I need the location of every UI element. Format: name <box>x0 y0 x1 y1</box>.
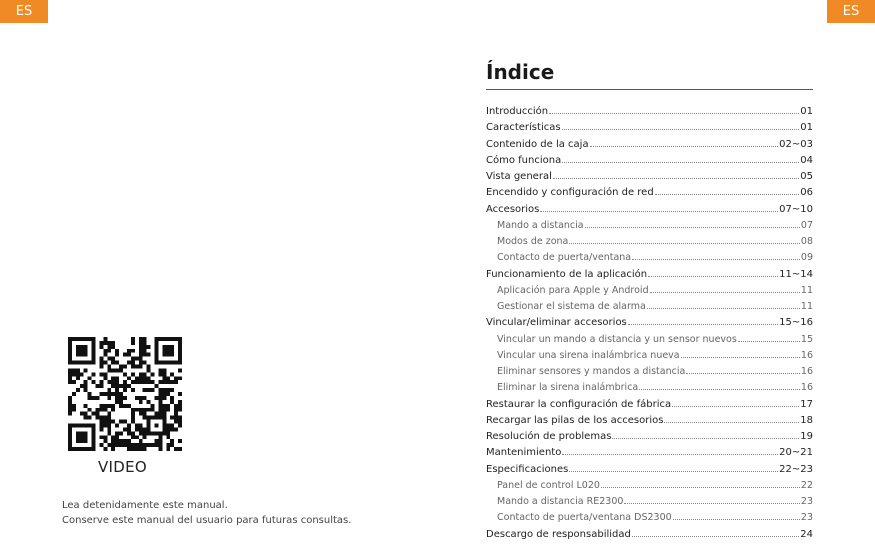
toc-entry-title: Contacto de puerta/ventana <box>497 252 632 264</box>
toc-title: Índice <box>486 60 555 84</box>
toc-leader-dots <box>686 373 800 374</box>
toc-leader-dots <box>650 292 800 293</box>
toc-leader-dots <box>569 471 778 472</box>
toc-leader-dots <box>647 308 800 309</box>
toc-entry[interactable] <box>486 366 813 382</box>
toc-entry-page: 22 <box>800 479 813 491</box>
toc-leader-dots <box>655 194 800 195</box>
toc-leader-dots <box>738 341 800 342</box>
toc-entry[interactable] <box>486 496 813 512</box>
toc-entry[interactable] <box>486 252 813 268</box>
toc-entry-page: 01 <box>800 122 813 134</box>
page-language-tab-left: ES <box>0 0 48 23</box>
toc-leader-dots <box>540 211 778 212</box>
toc-entry-page: 02~03 <box>779 138 813 150</box>
toc-entry-title: Restaurar la configuración de fábrica <box>486 398 672 410</box>
toc-leader-dots <box>612 438 799 439</box>
toc-leader-dots <box>549 113 799 114</box>
toc-leader-dots <box>673 519 800 520</box>
toc-entry-page: 20~21 <box>779 447 813 459</box>
toc-entry-page: 06 <box>800 187 813 199</box>
toc-entry-title: Modos de zona <box>497 236 569 247</box>
toc-entry[interactable] <box>486 139 813 155</box>
toc-entry[interactable] <box>486 399 813 415</box>
toc-entry-page: 04 <box>800 154 813 166</box>
toc-entry-title: Contacto de puerta/ventana DS2300 <box>497 512 672 524</box>
toc-entry[interactable] <box>486 350 813 366</box>
toc-leader-dots <box>648 276 778 277</box>
toc-entry[interactable] <box>486 431 813 447</box>
toc-entry[interactable] <box>486 204 813 220</box>
toc-entry-page: 22~23 <box>779 463 813 475</box>
toc-entry-page: 23 <box>800 512 813 524</box>
toc-entry-page: 24 <box>800 528 813 540</box>
toc-leader-dots <box>639 389 800 390</box>
toc-entry-title: Vincular una sirena inalámbrica nueva <box>497 349 680 361</box>
toc-entry-page: 05 <box>800 171 813 182</box>
toc-entry[interactable] <box>486 464 813 480</box>
toc-entry[interactable] <box>486 236 813 252</box>
toc-entry-title: Encendido y configuración de red <box>486 187 654 199</box>
toc-leader-dots <box>590 146 779 147</box>
toc-entry[interactable] <box>486 285 813 301</box>
toc-entry[interactable] <box>486 529 813 544</box>
toc-entry-title: Características <box>486 122 561 134</box>
toc-entry-title: Funcionamiento de la aplicación <box>486 268 648 280</box>
toc-entry[interactable] <box>486 171 813 187</box>
toc-entry[interactable] <box>486 447 813 463</box>
toc-leader-dots <box>562 162 799 163</box>
toc-leader-dots <box>569 243 800 244</box>
toc-entry-title: Eliminar la sirena inalámbrica <box>497 382 639 394</box>
toc-entry-title: Gestionar el sistema de alarma <box>497 301 646 312</box>
toc-leader-dots <box>601 487 800 488</box>
toc-entry-title: Vista general <box>486 171 552 182</box>
toc-entry-page: 11 <box>800 301 813 312</box>
toc-entry-page: 16 <box>800 366 813 377</box>
toc-entry-page: 16 <box>800 382 813 394</box>
toc-entry-page: 15 <box>800 333 813 345</box>
toc-entry[interactable] <box>486 269 813 285</box>
toc-entry-title: Panel de control L020 <box>497 479 600 491</box>
toc-leader-dots <box>562 129 800 130</box>
toc-entry[interactable] <box>486 415 813 431</box>
toc-entry-page: 17 <box>800 398 813 410</box>
toc-entry-title: Descargo de responsabilidad <box>486 528 631 540</box>
toc-entry-title: Mando a distancia <box>497 219 584 231</box>
toc-entry-title: Accesorios <box>486 203 540 215</box>
manual-notes <box>62 498 351 528</box>
toc-entry[interactable] <box>486 220 813 236</box>
toc-leader-dots <box>672 406 799 407</box>
toc-entry-page: 11~14 <box>779 268 813 280</box>
toc-leader-dots <box>562 454 778 455</box>
toc-entry[interactable] <box>486 155 813 171</box>
toc-entry-page: 19 <box>800 431 813 442</box>
keep-manual-note: Conserve este manual del usuario para futuras consultas. <box>62 515 352 526</box>
toc-entry[interactable] <box>486 106 813 122</box>
video-qr-code-icon <box>68 337 182 451</box>
toc-leader-dots <box>553 178 799 179</box>
toc-entry-title: Resolución de problemas <box>486 431 612 442</box>
toc-entry-page: 16 <box>800 349 813 361</box>
table-of-contents <box>486 106 813 544</box>
toc-entry[interactable] <box>486 512 813 528</box>
toc-entry-page: 15~16 <box>779 317 813 329</box>
toc-entry-title: Vincular/eliminar accesorios <box>486 317 627 329</box>
toc-entry[interactable] <box>486 334 813 350</box>
toc-entry-page: 01 <box>800 106 813 117</box>
toc-entry-title: Introducción <box>486 106 549 117</box>
toc-entry-title: Cómo funciona <box>486 154 562 166</box>
toc-entry-page: 08 <box>800 236 813 247</box>
toc-entry-title: Recargar las pilas de los accesorios <box>486 414 664 426</box>
toc-entry-title: Aplicación para Apple y Android <box>497 284 649 296</box>
toc-leader-dots <box>628 324 778 325</box>
toc-entry-title: Vincular un mando a distancia y un sensor nuevos <box>497 333 737 345</box>
toc-leader-dots <box>624 503 799 504</box>
toc-entry[interactable] <box>486 317 813 333</box>
page-language-tab-right: ES <box>827 0 875 23</box>
toc-entry[interactable] <box>486 382 813 398</box>
toc-entry-title: Contenido de la caja <box>486 138 589 150</box>
toc-entry-title: Especificaciones <box>486 463 569 475</box>
video-label: VIDEO <box>98 458 148 476</box>
toc-entry-page: 11 <box>800 284 813 296</box>
toc-entry-page: 09 <box>800 252 813 264</box>
toc-entry[interactable] <box>486 187 813 203</box>
toc-leader-dots <box>664 422 799 423</box>
toc-leader-dots <box>632 259 800 260</box>
toc-entry[interactable] <box>486 301 813 317</box>
toc-entry-page: 18 <box>800 414 813 426</box>
toc-leader-dots <box>632 536 799 537</box>
toc-entry[interactable] <box>486 480 813 496</box>
toc-entry-title: Eliminar sensores y mandos a distancia <box>497 366 686 377</box>
toc-entry-page: 07~10 <box>779 203 813 215</box>
toc-entry-page: 23 <box>800 496 813 507</box>
toc-entry-title: Mantenimiento <box>486 447 562 459</box>
toc-leader-dots <box>585 227 800 228</box>
toc-entry-title: Mando a distancia RE2300 <box>497 496 624 507</box>
toc-entry-page: 07 <box>800 219 813 231</box>
toc-entry[interactable] <box>486 122 813 138</box>
toc-leader-dots <box>681 357 800 358</box>
read-manual-note: Lea detenidamente este manual. <box>62 500 228 511</box>
toc-title-rule <box>486 89 813 90</box>
